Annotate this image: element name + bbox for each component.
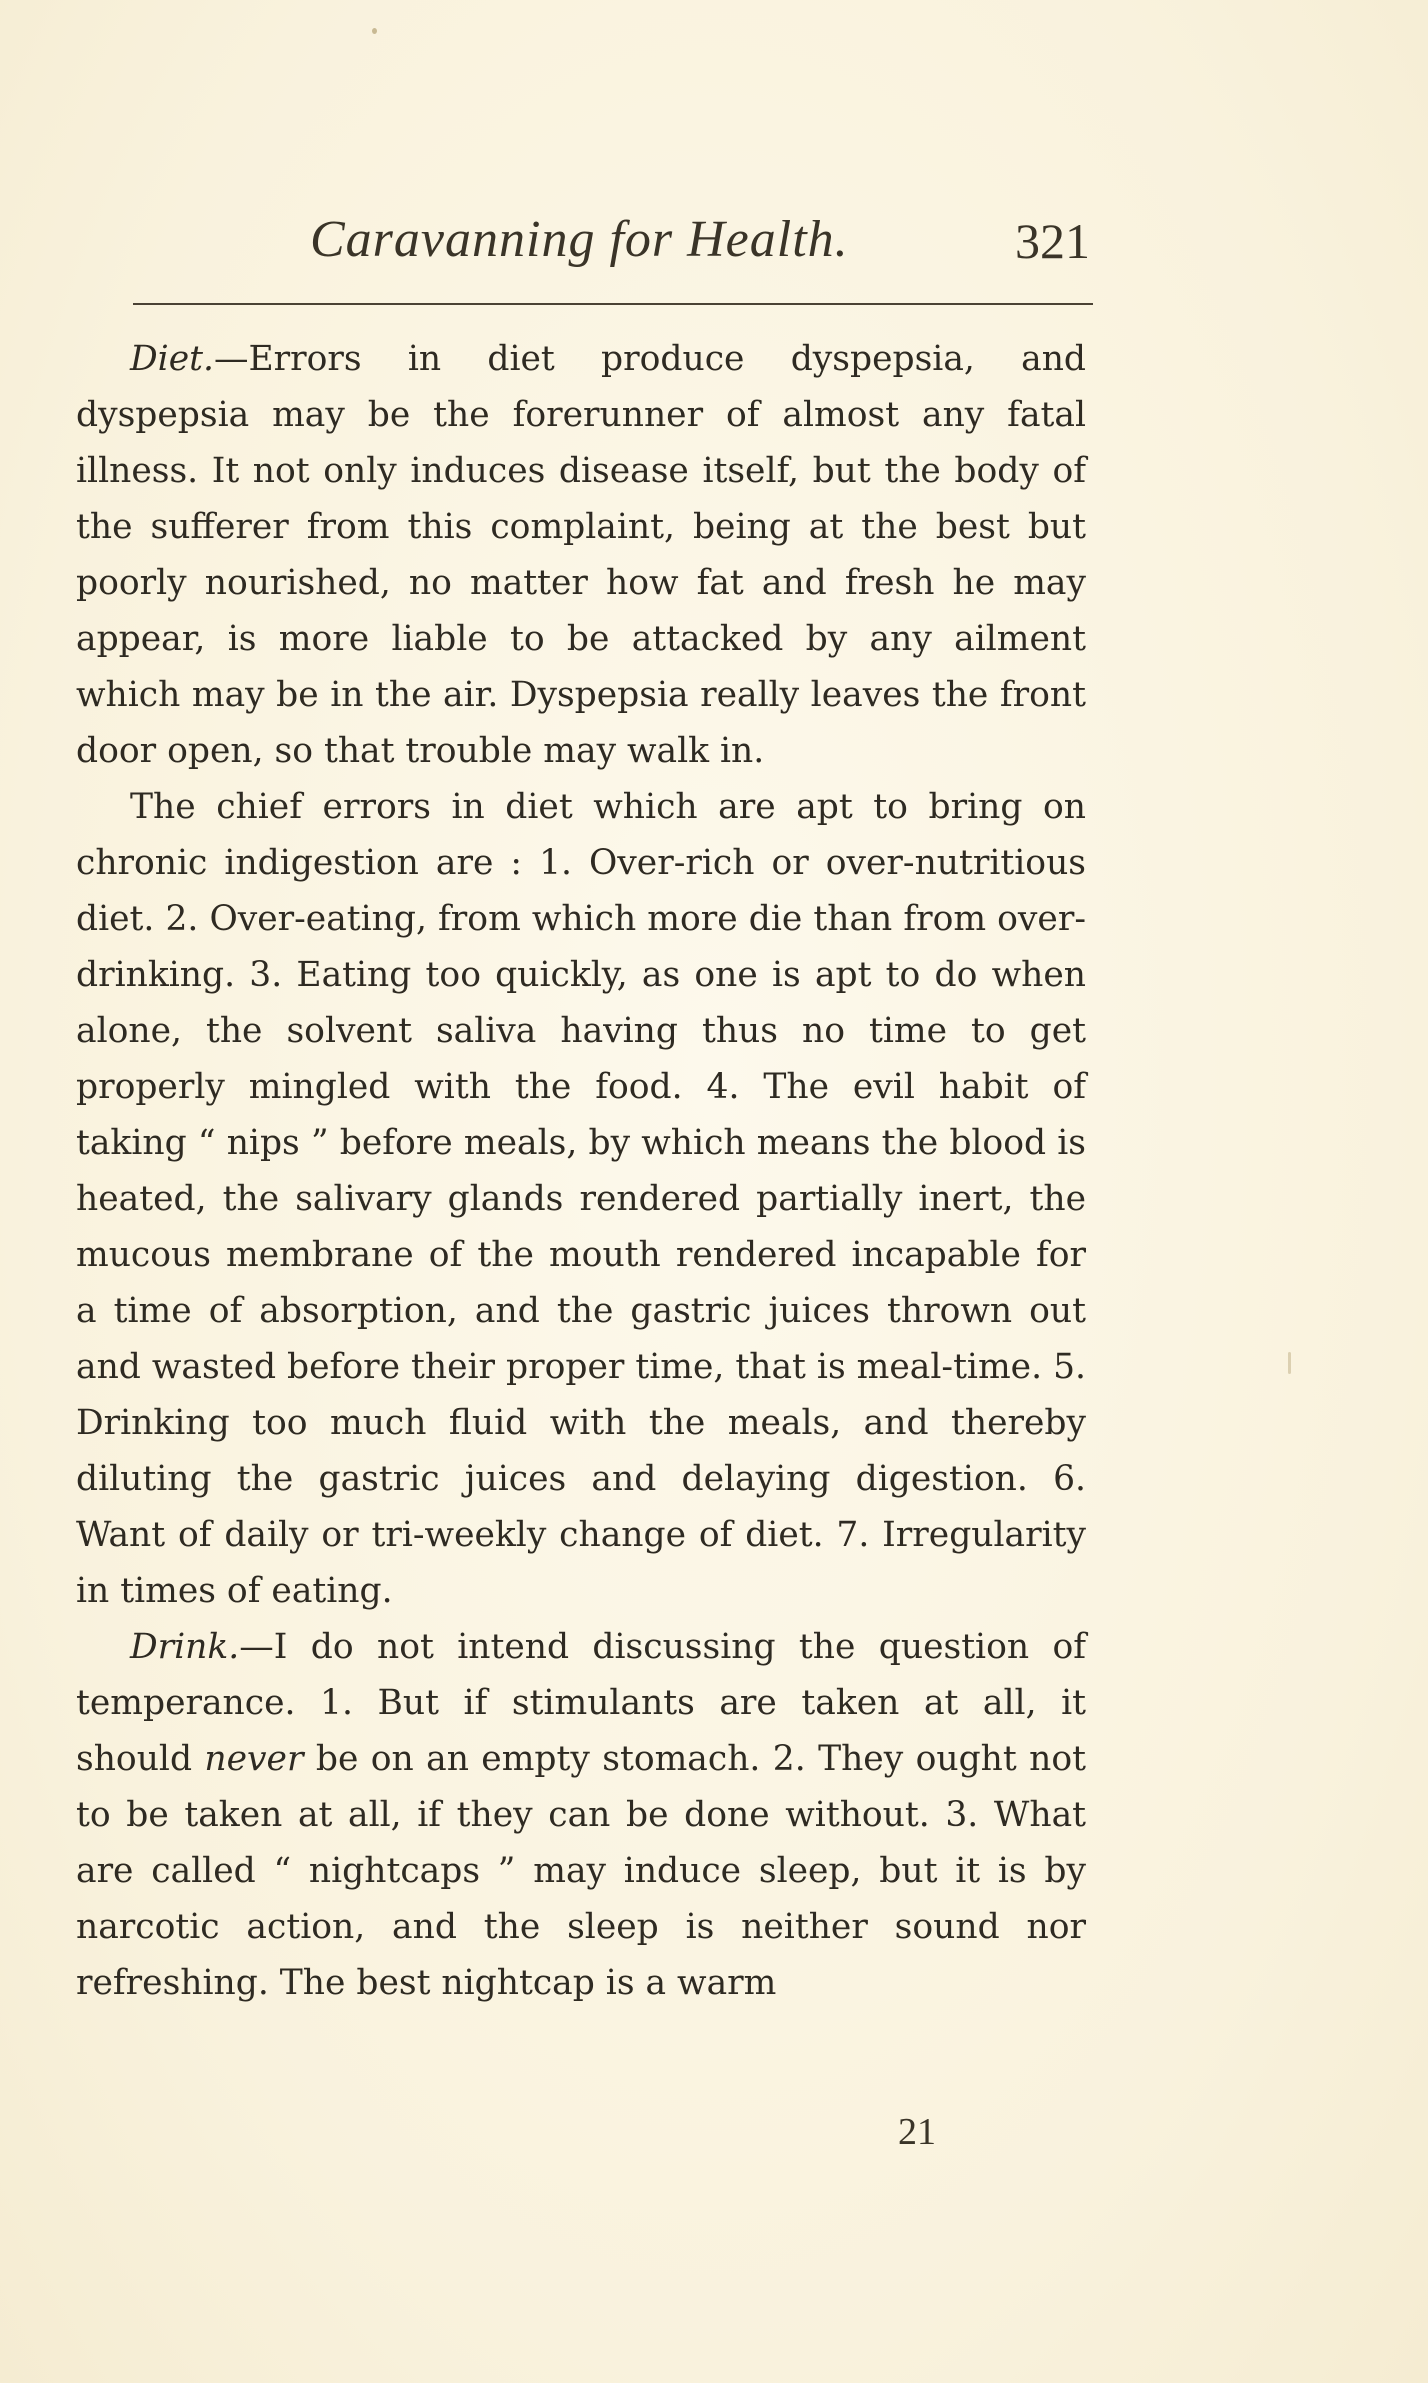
header-rule	[133, 303, 1093, 305]
paragraph-text: —Errors in diet produce dyspepsia, and dyspepsia may be the forerunner of almost any fatal illness. It not only induces disease itself, but the body of the sufferer from this complaint, being at the best but poorly nourished, no matter how fat and fresh he may appear, is more liable to be attacked by any ailment which may be in the air. Dyspepsia really leaves the front door open, so that trouble may walk in.	[76, 339, 1086, 771]
paper-speck	[372, 28, 377, 34]
emphasis-word: never	[204, 1739, 304, 1779]
section-lead-diet: Diet.	[130, 339, 214, 379]
paragraph-text: —I do not intend discussing the question of temperance. 1. But if stimulants are taken at all, it should	[76, 1627, 1086, 1779]
page-header	[130, 210, 1090, 280]
paragraph-text: be on an empty stomach. 2. They ought not to be taken at all, if they can be done without. 3. What are called “ nightcaps ” may induce sleep, but it is by narcotic action, and the sleep is neither sound nor refreshing. The best nightcap is a warm	[76, 1739, 1086, 2003]
running-title: Caravanning for Health.	[310, 211, 849, 268]
paragraph-text: The chief errors in diet which are apt to bring on chronic indigestion are : 1. Over-rich or over-nutritious diet. 2. Over-eating, from which more die than from over-drinking. 3. Eating too quickly, as one is apt to do when alone, the solvent saliva having thus no time to get properly mingled with the food. 4. The evil habit of taking “ nips ” before meals, by which means the blood is heated, the salivary glands rendered partially inert, the mucous membrane of the mouth rendered incapable for a time of absorption, and the gastric juices thrown out and wasted before their proper time, that is meal-time. 5. Drinking too much fluid with the meals, and thereby diluting the gastric juices and delaying digestion. 6. Want of daily or tri-weekly change of diet. 7. Irregularity in times of eating.	[76, 787, 1086, 1611]
section-lead-drink: Drink.	[130, 1627, 240, 1667]
paragraph-drink	[76, 1619, 1086, 2011]
body-text	[76, 331, 1086, 2011]
paragraph-errors	[76, 779, 1086, 1619]
paper-speck	[1288, 1352, 1291, 1374]
signature-mark: 21	[898, 2111, 936, 2153]
paragraph-diet	[76, 331, 1086, 779]
page-number: 321	[1015, 213, 1090, 269]
